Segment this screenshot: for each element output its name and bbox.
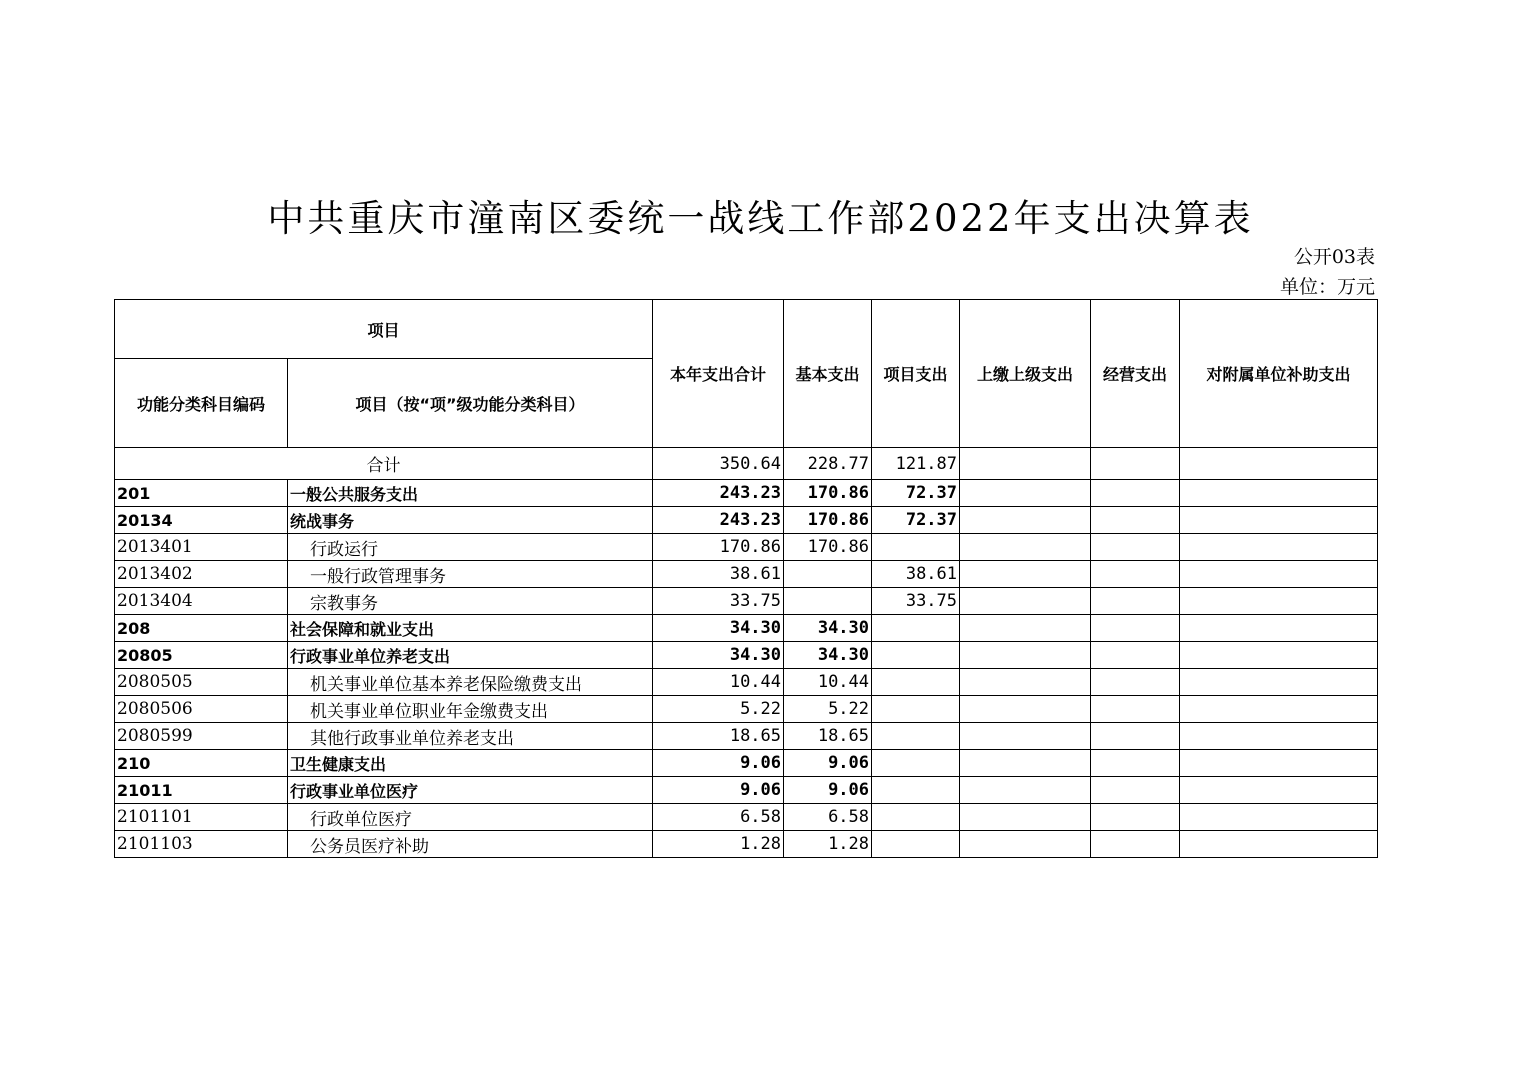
cell-total: 34.30 [653,642,784,669]
cell-name: 一般行政管理事务 [288,561,653,588]
cell-total: 38.61 [653,561,784,588]
cell-total: 5.22 [653,696,784,723]
header-item: 项目（按“项”级功能分类科目） [288,359,653,448]
cell-project [872,723,960,750]
cell-project [872,615,960,642]
cell-subsidy [1180,777,1378,804]
cell-name: 一般公共服务支出 [288,480,653,507]
cell-project [872,534,960,561]
table-row [115,804,1378,831]
total-subsidy [1180,448,1378,480]
cell-subsidy [1180,804,1378,831]
cell-code: 2080506 [115,696,288,723]
cell-project: 72.37 [872,480,960,507]
total-upper [960,448,1091,480]
cell-subsidy [1180,480,1378,507]
unit-label: 单位：万元 [1279,276,1375,298]
cell-project: 38.61 [872,561,960,588]
cell-business [1091,777,1180,804]
cell-business [1091,696,1180,723]
cell-total: 1.28 [653,831,784,858]
cell-subsidy [1180,561,1378,588]
cell-name: 社会保障和就业支出 [288,615,653,642]
table-row [115,642,1378,669]
table-row [115,831,1378,858]
header-code: 功能分类科目编码 [115,359,288,448]
cell-name: 行政事业单位养老支出 [288,642,653,669]
cell-project [872,831,960,858]
cell-code: 2101101 [115,804,288,831]
cell-project [872,750,960,777]
table-row [115,750,1378,777]
cell-code: 2080505 [115,669,288,696]
cell-business [1091,669,1180,696]
cell-upper [960,723,1091,750]
cell-code: 2013404 [115,588,288,615]
cell-basic: 9.06 [784,750,872,777]
cell-basic: 34.30 [784,615,872,642]
cell-upper [960,615,1091,642]
cell-total: 34.30 [653,615,784,642]
cell-code: 210 [115,750,288,777]
cell-basic: 6.58 [784,804,872,831]
cell-total: 170.86 [653,534,784,561]
cell-name: 行政单位医疗 [288,804,653,831]
cell-subsidy [1180,507,1378,534]
cell-total: 243.23 [653,507,784,534]
cell-upper [960,831,1091,858]
cell-code: 2013401 [115,534,288,561]
cell-name: 行政运行 [288,534,653,561]
cell-name: 机关事业单位职业年金缴费支出 [288,696,653,723]
total-total: 350.64 [653,448,784,480]
cell-basic [784,561,872,588]
cell-upper [960,750,1091,777]
total-business [1091,448,1180,480]
cell-total: 33.75 [653,588,784,615]
total-basic: 228.77 [784,448,872,480]
cell-code: 2101103 [115,831,288,858]
cell-subsidy [1180,831,1378,858]
cell-total: 18.65 [653,723,784,750]
cell-project [872,642,960,669]
cell-subsidy [1180,642,1378,669]
cell-business [1091,750,1180,777]
header-upper: 上缴上级支出 [960,300,1091,448]
table-row [115,507,1378,534]
cell-upper [960,561,1091,588]
table-row [115,534,1378,561]
cell-upper [960,480,1091,507]
cell-code: 201 [115,480,288,507]
table-row [115,480,1378,507]
cell-business [1091,831,1180,858]
cell-project: 33.75 [872,588,960,615]
cell-project: 72.37 [872,507,960,534]
cell-total: 9.06 [653,777,784,804]
cell-upper [960,669,1091,696]
cell-name: 机关事业单位基本养老保险缴费支出 [288,669,653,696]
cell-basic: 1.28 [784,831,872,858]
cell-upper [960,534,1091,561]
table-row [115,723,1378,750]
cell-project [872,696,960,723]
cell-code: 20134 [115,507,288,534]
cell-code: 2080599 [115,723,288,750]
cell-code: 2013402 [115,561,288,588]
cell-basic: 18.65 [784,723,872,750]
cell-subsidy [1180,534,1378,561]
cell-name: 统战事务 [288,507,653,534]
total-project: 121.87 [872,448,960,480]
cell-total: 9.06 [653,750,784,777]
table-row [115,696,1378,723]
cell-upper [960,696,1091,723]
cell-business [1091,534,1180,561]
cell-basic: 170.86 [784,534,872,561]
page-title: 中共重庆市潼南区委统一战线工作部2022年支出决算表 [267,197,1254,240]
cell-name: 行政事业单位医疗 [288,777,653,804]
cell-name: 卫生健康支出 [288,750,653,777]
cell-upper [960,642,1091,669]
cell-basic: 9.06 [784,777,872,804]
header-total: 本年支出合计 [653,300,784,448]
header-project-expense: 项目支出 [872,300,960,448]
cell-subsidy [1180,669,1378,696]
cell-name: 其他行政事业单位养老支出 [288,723,653,750]
table-row [115,615,1378,642]
table-row [115,777,1378,804]
total-row [115,448,1378,480]
cell-name: 宗教事务 [288,588,653,615]
total-label: 合计 [115,448,653,480]
cell-basic: 34.30 [784,642,872,669]
table-row [115,669,1378,696]
table-row [115,588,1378,615]
cell-basic: 170.86 [784,480,872,507]
expenditure-table [114,299,1378,858]
cell-subsidy [1180,588,1378,615]
cell-basic: 10.44 [784,669,872,696]
cell-business [1091,561,1180,588]
cell-total: 6.58 [653,804,784,831]
cell-business [1091,615,1180,642]
cell-subsidy [1180,696,1378,723]
cell-business [1091,642,1180,669]
cell-business [1091,723,1180,750]
cell-project [872,804,960,831]
cell-business [1091,588,1180,615]
cell-subsidy [1180,615,1378,642]
header-subsidy: 对附属单位补助支出 [1180,300,1378,448]
cell-code: 21011 [115,777,288,804]
form-number: 公开03表 [1293,246,1375,268]
cell-total: 243.23 [653,480,784,507]
cell-subsidy [1180,750,1378,777]
cell-upper [960,804,1091,831]
header-project: 项目 [115,300,653,359]
header-business: 经营支出 [1091,300,1180,448]
cell-basic: 5.22 [784,696,872,723]
cell-subsidy [1180,723,1378,750]
header-basic: 基本支出 [784,300,872,448]
cell-upper [960,507,1091,534]
cell-basic: 170.86 [784,507,872,534]
cell-code: 208 [115,615,288,642]
cell-business [1091,507,1180,534]
table-row [115,561,1378,588]
cell-upper [960,777,1091,804]
cell-business [1091,804,1180,831]
cell-upper [960,588,1091,615]
cell-total: 10.44 [653,669,784,696]
cell-project [872,669,960,696]
cell-name: 公务员医疗补助 [288,831,653,858]
cell-basic [784,588,872,615]
cell-business [1091,480,1180,507]
cell-project [872,777,960,804]
cell-code: 20805 [115,642,288,669]
